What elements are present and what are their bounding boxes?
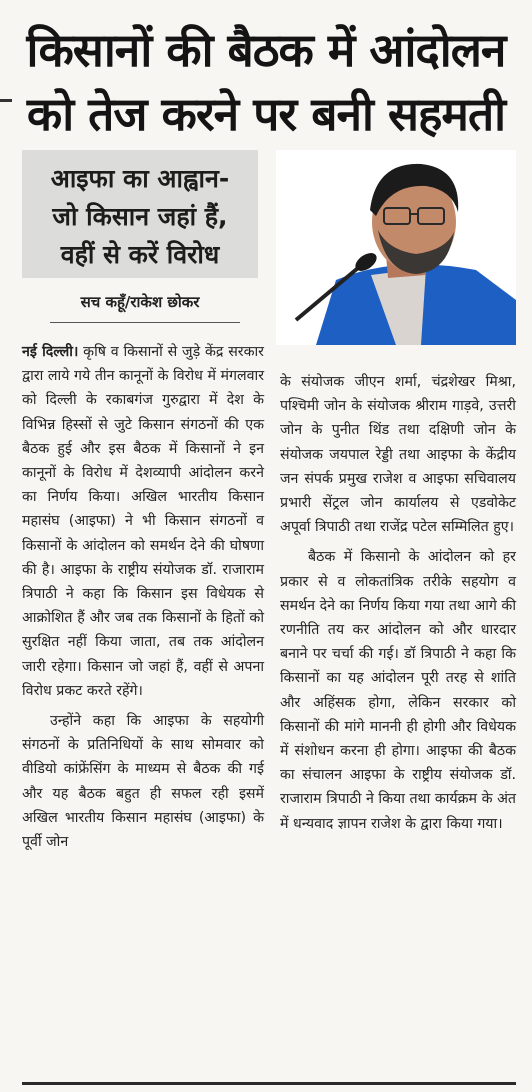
pull-quote-line-2: जो किसान जहां हैं, xyxy=(52,202,228,231)
byline-divider xyxy=(50,322,240,323)
article-column-2 xyxy=(280,370,516,836)
pull-quote-box xyxy=(22,150,258,278)
article-paragraph: बैठक में किसानो के आंदोलन को हर प्रकार से व लोकतांत्रिक तरीके सहयोग व समर्थन देने का निर्णय किया गया तथा आगे की रणनीति तय कर आंदोलन को और धारदार बनाने पर चर्चा की गई। डॉ त्रिपाठी ने कहा कि किसानों का यह आंदोलन पूरी तरह से शांति और अहिंसक होगा, लेकिन सरकार को किसानों की मांगे माननी ही होगी और विधेयक में संशोधन करना ही होगा। आइफा की बैठक का संचालन आइफा के राष्ट्रीय संयोजक डॉ. राजाराम त्रिपाठी ने किया तथा कार्यक्रम के अंत में धन्यवाद ज्ञापन राजेश के द्वारा किया गया। xyxy=(280,549,516,832)
speaker-photo xyxy=(276,150,516,345)
article-column-1 xyxy=(22,340,264,854)
headline-line-1: किसानों की बैठक में आंदोलन xyxy=(26,23,506,77)
bottom-divider xyxy=(22,1082,516,1085)
article-paragraph xyxy=(22,340,264,703)
pull-quote-line-1: आइफा का आह्वान- xyxy=(50,164,230,193)
headline-line-2: को तेज करने पर बनी सहमती xyxy=(26,87,506,141)
paragraph-text: कृषि व किसानों से जुड़े केंद्र सरकार द्वारा लाये गये तीन कानूनों के विरोध में मंगलवार को दिल्ली के रकाबगंज गुरुद्वारा में देश के विभिन्न हिस्सों से जुटे किसान संगठनों की एक बैठक हुई और इस बैठक में किसानों ने इन कानूनों के विरोध में देशव्यापी आंदोलन करने का निर्णय किया। अखिल भारतीय किसान महासंघ (आइफा) ने भी किसान संगठनों व किसानों के आंदोलन को समर्थन देने की घोषणा की है। आइफा के राष्ट्रीय संयोजक डॉ. राजाराम त्रिपाठी ने कहा कि किसान इस विधेयक से आक्रोशित हैं और जब तक किसानों के हितों को सुरक्षित नहीं किया जाता, तब तक आंदोलन जारी रहेगा। किसान जो जहां हैं, वहीं से अपना विरोध प्रकट करते रहेंगे। xyxy=(22,344,264,699)
pull-quote-line-3: वहीं से करें विरोध xyxy=(60,240,220,269)
speaker-photo-illustration xyxy=(276,150,516,345)
article-paragraph: के संयोजक जीएन शर्मा, चंद्रशेखर मिश्रा, पश्चिमी जोन के संयोजक श्रीराम गाड़वे, उत्तरी जोन के पुनीत थिंड तथा दक्षिणी जोन के संयोजक जयपाल रेड्डी तथा आइफा के केंद्रीय जन संपर्क प्रमुख राजेश व आइफा सचिवालय प्रभारी सेंट्रल जोन कार्यालय से एडवोकेट अपूर्वा त्रिपाठी तथा राजेंद्र पटेल सम्मिलित हुए। xyxy=(280,374,516,536)
article-paragraph: उन्होंने कहा कि आइफा के सहयोगी संगठनों के प्रतिनिधियों के साथ सोमवार को वीडियो कांफ्रेंसिंग के माध्यम से बैठक की गई और यह बैठक बहुत ही सफल रही इसमें अखिल भारतीय किसान महासंघ (आइफा) के पूर्वी जोन xyxy=(22,713,264,851)
byline: सच कहूँ/राकेश छोकर xyxy=(80,293,200,311)
dateline: नई दिल्ली। xyxy=(22,344,79,360)
